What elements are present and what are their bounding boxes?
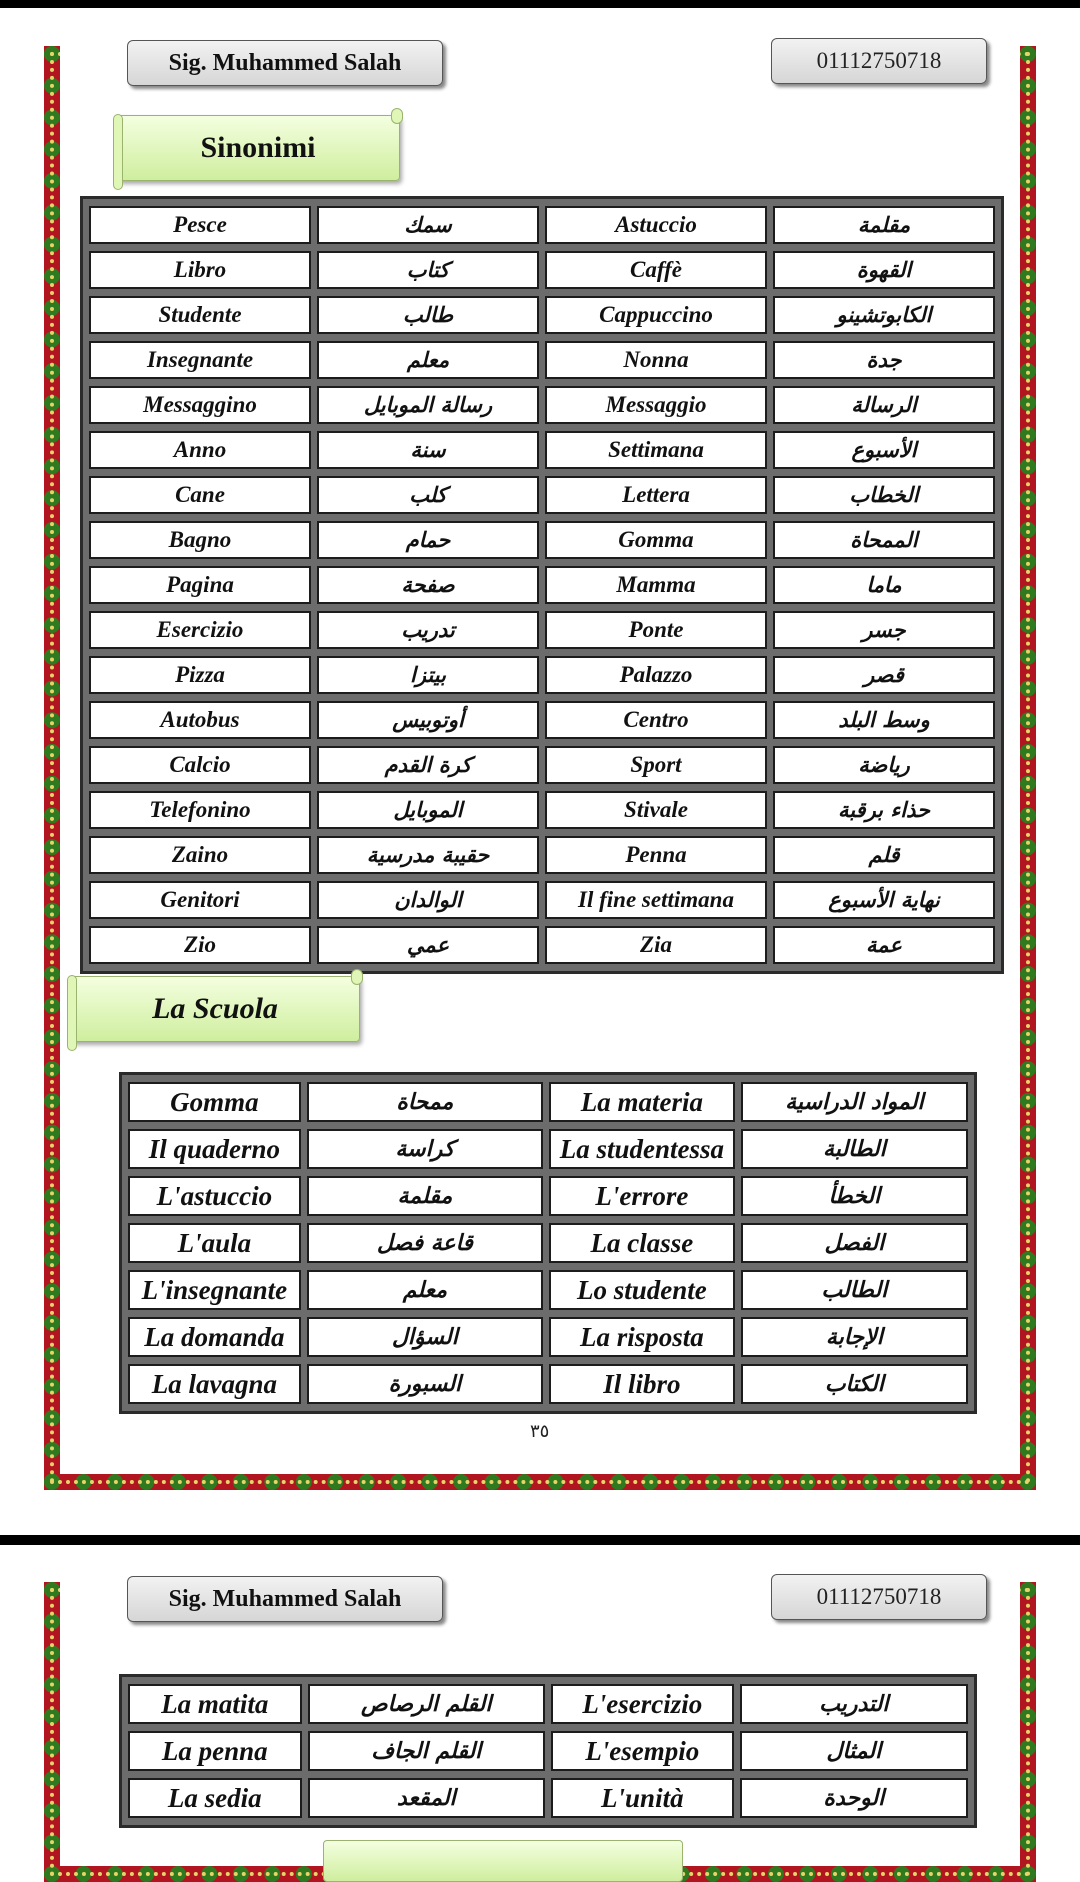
arabic-translation-cell: جسر	[773, 611, 995, 649]
arabic-translation-cell: الخطاب	[773, 476, 995, 514]
table-row	[89, 926, 995, 964]
arabic-translation-cell: رياضة	[773, 746, 995, 784]
arabic-translation-cell: الطالبة	[741, 1129, 968, 1169]
table-row	[128, 1129, 968, 1169]
italian-word-cell: Gomma	[128, 1082, 301, 1122]
table-row	[89, 566, 995, 604]
arabic-translation-cell: التدريب	[740, 1684, 968, 1724]
arabic-translation-cell: الأسبوع	[773, 431, 995, 469]
italian-word-cell: Pagina	[89, 566, 311, 604]
arabic-translation-cell: المثال	[740, 1731, 968, 1771]
table-row	[128, 1684, 968, 1724]
arabic-translation-cell: بيتزا	[317, 656, 539, 694]
table-row	[89, 836, 995, 874]
italian-word-cell: Il quaderno	[128, 1129, 301, 1169]
arabic-translation-cell: كلب	[317, 476, 539, 514]
arabic-translation-cell: جدة	[773, 341, 995, 379]
italian-word-cell: L'unità	[551, 1778, 734, 1818]
arabic-translation-cell: الخطأ	[741, 1176, 968, 1216]
italian-word-cell: La domanda	[128, 1317, 301, 1357]
arabic-translation-cell: عمة	[773, 926, 995, 964]
table-row	[128, 1731, 968, 1771]
italian-word-cell: Caffè	[545, 251, 767, 289]
arabic-translation-cell: كرة القدم	[317, 746, 539, 784]
arabic-translation-cell: الرسالة	[773, 386, 995, 424]
arabic-translation-cell: نهاية الأسبوع	[773, 881, 995, 919]
italian-word-cell: Stivale	[545, 791, 767, 829]
arabic-translation-cell: القهوة	[773, 251, 995, 289]
italian-word-cell: Penna	[545, 836, 767, 874]
la-scuola-table	[119, 1072, 977, 1414]
arabic-translation-cell: سمك	[317, 206, 539, 244]
italian-word-cell: Gomma	[545, 521, 767, 559]
arabic-translation-cell: الطالب	[741, 1270, 968, 1310]
arabic-translation-cell: ماما	[773, 566, 995, 604]
arabic-translation-cell: القلم الرصاص	[308, 1684, 545, 1724]
italian-word-cell: L'errore	[549, 1176, 735, 1216]
table-row	[89, 881, 995, 919]
italian-word-cell: La materia	[549, 1082, 735, 1122]
arabic-translation-cell: الكابوتشينو	[773, 296, 995, 334]
italian-word-cell: Esercizio	[89, 611, 311, 649]
italian-word-cell: L'esercizio	[551, 1684, 734, 1724]
page-divider	[0, 1535, 1080, 1545]
italian-word-cell: Astuccio	[545, 206, 767, 244]
sinonimi-table	[80, 196, 1004, 974]
italian-word-cell: Genitori	[89, 881, 311, 919]
arabic-translation-cell: طالب	[317, 296, 539, 334]
italian-word-cell: Lo studente	[549, 1270, 735, 1310]
table-row	[89, 251, 995, 289]
italian-word-cell: Autobus	[89, 701, 311, 739]
table-row	[128, 1317, 968, 1357]
italian-word-cell: Nonna	[545, 341, 767, 379]
italian-word-cell: L'astuccio	[128, 1176, 301, 1216]
italian-word-cell: Zia	[545, 926, 767, 964]
section-title-sinonimi	[116, 115, 400, 181]
table-row	[128, 1223, 968, 1263]
italian-word-cell: Messaggio	[545, 386, 767, 424]
table-row	[128, 1270, 968, 1310]
phone-number-tag: 01112750718	[771, 38, 987, 84]
italian-word-cell: Palazzo	[545, 656, 767, 694]
arabic-translation-cell: المقعد	[308, 1778, 545, 1818]
table-row	[89, 476, 995, 514]
arabic-translation-cell: المواد الدراسية	[741, 1082, 968, 1122]
next-section-title-banner	[323, 1840, 683, 1882]
table-row	[89, 206, 995, 244]
italian-word-cell: Cane	[89, 476, 311, 514]
arabic-translation-cell: كراسة	[307, 1129, 543, 1169]
arabic-translation-cell: قاعة فصل	[307, 1223, 543, 1263]
arabic-translation-cell: عمي	[317, 926, 539, 964]
section-title-la-scuola	[70, 976, 360, 1042]
italian-word-cell: Messaggino	[89, 386, 311, 424]
author-name-tag: Sig. Muhammed Salah	[127, 1576, 443, 1622]
italian-word-cell: Zaino	[89, 836, 311, 874]
arabic-translation-cell: الموبايل	[317, 791, 539, 829]
arabic-translation-cell: سنة	[317, 431, 539, 469]
italian-word-cell: Libro	[89, 251, 311, 289]
arabic-translation-cell: أوتوبيس	[317, 701, 539, 739]
italian-word-cell: Pesce	[89, 206, 311, 244]
arabic-translation-cell: مقلمة	[307, 1176, 543, 1216]
arabic-translation-cell: الإجابة	[741, 1317, 968, 1357]
arabic-translation-cell: الفصل	[741, 1223, 968, 1263]
table-row	[89, 386, 995, 424]
arabic-translation-cell: السبورة	[307, 1364, 543, 1404]
italian-word-cell: Zio	[89, 926, 311, 964]
table-row	[128, 1176, 968, 1216]
arabic-translation-cell: وسط البلد	[773, 701, 995, 739]
italian-word-cell: Lettera	[545, 476, 767, 514]
italian-word-cell: La matita	[128, 1684, 302, 1724]
italian-word-cell: Pizza	[89, 656, 311, 694]
italian-word-cell: Il libro	[549, 1364, 735, 1404]
arabic-translation-cell: رسالة الموبايل	[317, 386, 539, 424]
italian-word-cell: Centro	[545, 701, 767, 739]
table-row	[128, 1364, 968, 1404]
arabic-translation-cell: القلم الجاف	[308, 1731, 545, 1771]
section-title-text: Sinonimi	[200, 131, 316, 164]
table-row	[89, 296, 995, 334]
italian-word-cell: L'aula	[128, 1223, 301, 1263]
italian-word-cell: Studente	[89, 296, 311, 334]
italian-word-cell: Anno	[89, 431, 311, 469]
table-row	[128, 1082, 968, 1122]
arabic-translation-cell: معلم	[307, 1270, 543, 1310]
arabic-translation-cell: تدريب	[317, 611, 539, 649]
arabic-translation-cell: حمام	[317, 521, 539, 559]
arabic-translation-cell: قصر	[773, 656, 995, 694]
italian-word-cell: La classe	[549, 1223, 735, 1263]
arabic-translation-cell: كتاب	[317, 251, 539, 289]
table-row	[89, 611, 995, 649]
italian-word-cell: Calcio	[89, 746, 311, 784]
italian-word-cell: L'insegnante	[128, 1270, 301, 1310]
table-row	[89, 701, 995, 739]
arabic-translation-cell: الكتاب	[741, 1364, 968, 1404]
italian-word-cell: La studentessa	[549, 1129, 735, 1169]
school-vocab-table-continued	[119, 1674, 977, 1828]
page-number: ٣٥	[530, 1421, 550, 1442]
arabic-translation-cell: حذاء برقبة	[773, 791, 995, 829]
italian-word-cell: La sedia	[128, 1778, 302, 1818]
arabic-translation-cell: ممحاة	[307, 1082, 543, 1122]
table-row	[89, 656, 995, 694]
table-row	[89, 431, 995, 469]
top-divider	[0, 0, 1080, 8]
italian-word-cell: Bagno	[89, 521, 311, 559]
arabic-translation-cell: معلم	[317, 341, 539, 379]
italian-word-cell: L'esempio	[551, 1731, 734, 1771]
section-title-text: La Scuola	[152, 992, 278, 1025]
italian-word-cell: Mamma	[545, 566, 767, 604]
author-name-tag: Sig. Muhammed Salah	[127, 40, 443, 86]
arabic-translation-cell: صفحة	[317, 566, 539, 604]
arabic-translation-cell: الممحاة	[773, 521, 995, 559]
phone-number-tag: 01112750718	[771, 1574, 987, 1620]
arabic-translation-cell: مقلمة	[773, 206, 995, 244]
italian-word-cell: Il fine settimana	[545, 881, 767, 919]
italian-word-cell: Ponte	[545, 611, 767, 649]
italian-word-cell: Telefonino	[89, 791, 311, 829]
table-row	[89, 521, 995, 559]
italian-word-cell: Insegnante	[89, 341, 311, 379]
arabic-translation-cell: الوالدان	[317, 881, 539, 919]
italian-word-cell: Cappuccino	[545, 296, 767, 334]
italian-word-cell: Sport	[545, 746, 767, 784]
arabic-translation-cell: حقيبة مدرسية	[317, 836, 539, 874]
table-row	[89, 791, 995, 829]
arabic-translation-cell: السؤال	[307, 1317, 543, 1357]
italian-word-cell: La lavagna	[128, 1364, 301, 1404]
arabic-translation-cell: الوحدة	[740, 1778, 968, 1818]
italian-word-cell: La risposta	[549, 1317, 735, 1357]
italian-word-cell: Settimana	[545, 431, 767, 469]
table-row	[89, 341, 995, 379]
table-row	[128, 1778, 968, 1818]
italian-word-cell: La penna	[128, 1731, 302, 1771]
table-row	[89, 746, 995, 784]
arabic-translation-cell: قلم	[773, 836, 995, 874]
